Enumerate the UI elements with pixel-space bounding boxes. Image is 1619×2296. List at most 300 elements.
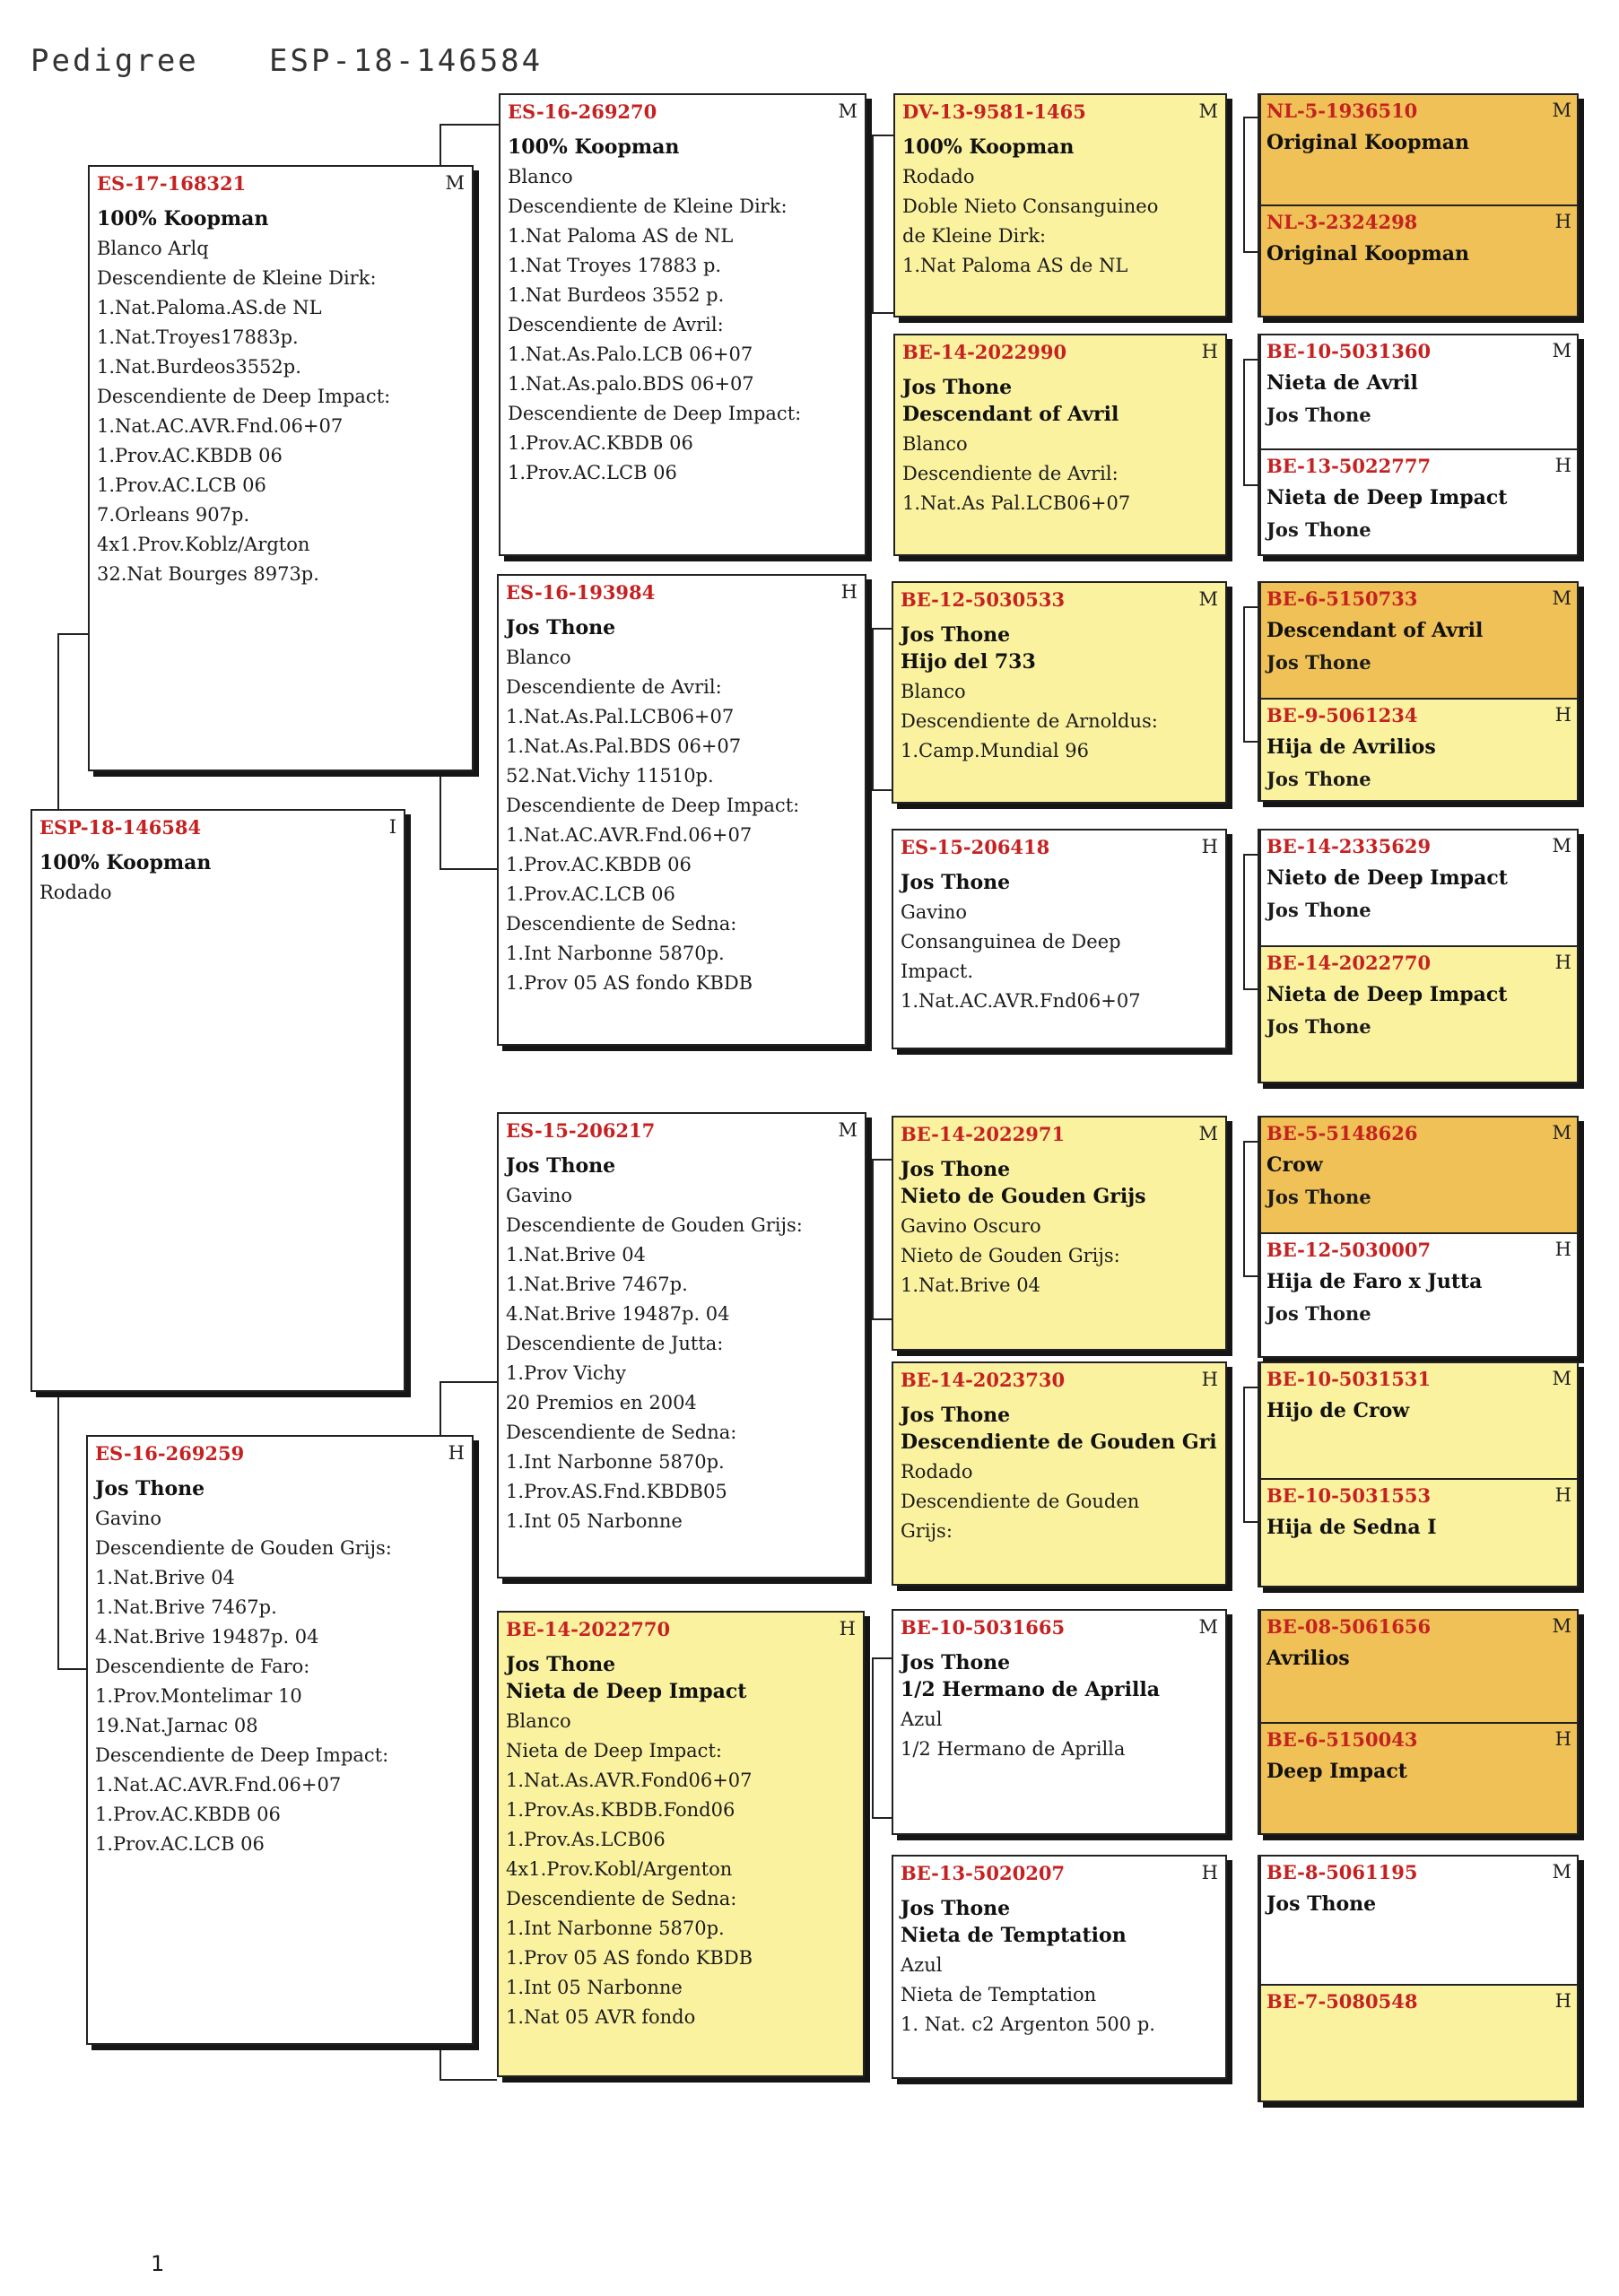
- pedigree-detail-line: Doble Nieto Consanguineo: [902, 196, 1159, 217]
- ring-row: [1266, 340, 1571, 362]
- connector-line: [1243, 359, 1245, 484]
- sire-sire-card[interactable]: [499, 93, 866, 556]
- ring-number: BE-9-5061234: [1266, 704, 1418, 726]
- pedigree-detail-line: 1.Prov 05 AS fondo KBDB: [506, 972, 753, 994]
- connector-line: [440, 1381, 441, 1435]
- great-grandsire-cell[interactable]: [1259, 1611, 1577, 1722]
- ring-number: BE-14-2023730: [901, 1369, 1066, 1391]
- great-granddam-cell[interactable]: [1259, 1984, 1577, 2100]
- ring-row: [508, 100, 857, 123]
- connector-line: [1243, 606, 1258, 608]
- sex-marker: H: [448, 1442, 465, 1464]
- connector-line: [1243, 484, 1258, 486]
- pedigree-detail-line: 19.Nat.Jarnac 08: [95, 1715, 258, 1736]
- pedigree-detail-line: Blanco Arlq: [97, 238, 209, 259]
- ring-number: ES-16-269259: [95, 1442, 245, 1465]
- connector-line: [872, 628, 893, 630]
- connector-line: [57, 633, 59, 813]
- sex-marker: I: [388, 816, 396, 838]
- connector-line: [872, 1817, 893, 1819]
- pigeon-name: Jos Thone: [901, 1651, 1011, 1674]
- gen4-pair-8: [1258, 1855, 1579, 2102]
- connector-line: [440, 1381, 497, 1383]
- subject-card[interactable]: [30, 809, 405, 1392]
- connector-line: [872, 1657, 874, 1819]
- ring-number: BE-08-5061656: [1266, 1615, 1432, 1638]
- pigeon-name: Nieta de Deep Impact: [1266, 983, 1508, 1006]
- ring-number: DV-13-9581-1465: [902, 100, 1086, 123]
- connector-line: [1243, 1387, 1258, 1388]
- connector-line: [1243, 359, 1258, 361]
- connector-line: [440, 2079, 497, 2081]
- pedigree-detail-line: 7.Orleans 907p.: [97, 504, 250, 526]
- pedigree-detail-line: 1.Nat.Burdeos3552p.: [97, 356, 301, 378]
- connector-line: [1243, 1141, 1245, 1275]
- pedigree-detail-line: Gavino: [506, 1185, 573, 1206]
- ring-row: [1266, 952, 1571, 974]
- ring-row: [1266, 1484, 1571, 1507]
- sex-marker: M: [1552, 340, 1571, 361]
- sex-marker: M: [1198, 588, 1218, 610]
- connector-line: [1243, 251, 1258, 253]
- ring-number: ES-16-269270: [508, 100, 657, 123]
- pedigree-detail-line: Gavino Oscuro: [901, 1215, 1041, 1237]
- great-grandsire-cell[interactable]: [1259, 95, 1577, 204]
- sex-marker: M: [1552, 1368, 1571, 1389]
- breeder-name: Jos Thone: [1266, 518, 1371, 541]
- sex-marker: M: [1552, 1122, 1571, 1144]
- pedigree-detail-line: Rodado: [39, 882, 112, 903]
- pedigree-detail-line: 1.Int 05 Narbonne: [506, 1977, 683, 1998]
- ring-row: [901, 1862, 1218, 1884]
- pigeon-name: Jos Thone: [506, 1653, 616, 1676]
- ring-row: [1266, 704, 1571, 726]
- ggp-1-card[interactable]: [893, 93, 1227, 317]
- pigeon-name: 100% Koopman: [39, 851, 212, 874]
- pedigree-detail-line: Descendiente de Jutta:: [506, 1333, 724, 1354]
- pedigree-detail-line: 1.Nat.As.Pal.LCB06+07: [506, 706, 735, 727]
- great-granddam-cell[interactable]: [1259, 945, 1577, 1082]
- ring-row: [901, 1616, 1218, 1639]
- ring-number: BE-14-2022770: [506, 1618, 671, 1640]
- sex-marker: M: [1552, 835, 1571, 857]
- great-grandsire-cell[interactable]: [1259, 831, 1577, 945]
- pedigree-detail-line: Blanco: [508, 166, 573, 187]
- ring-number: BE-14-2022971: [901, 1123, 1066, 1145]
- sex-marker: M: [1552, 100, 1571, 121]
- ring-number: BE-12-5030007: [1266, 1239, 1432, 1261]
- great-grandsire-cell[interactable]: [1259, 1118, 1577, 1232]
- pigeon-name: Original Koopman: [1266, 131, 1470, 154]
- ring-number: BE-5-5148626: [1266, 1122, 1418, 1144]
- pigeon-name: Descendant of Avril: [902, 403, 1119, 426]
- pigeon-name: Jos Thone: [902, 376, 1013, 399]
- ring-row: [1266, 1239, 1571, 1261]
- pedigree-detail-line: Descendiente de Arnoldus:: [901, 710, 1158, 732]
- pedigree-detail-line: Descendiente de Kleine Dirk:: [97, 267, 377, 289]
- ggp-2-card[interactable]: [893, 334, 1227, 556]
- breeder-name: Jos Thone: [1266, 1186, 1371, 1208]
- gen4-pair-5: [1258, 1116, 1579, 1358]
- pigeon-name: Jos Thone: [901, 623, 1011, 647]
- breeder-name: Jos Thone: [1266, 404, 1371, 426]
- pedigree-detail-line: 1.Nat Paloma AS de NL: [902, 255, 1128, 276]
- pedigree-detail-line: Descendiente de Sedna:: [506, 1888, 737, 1909]
- breeder-name: Jos Thone: [1266, 651, 1371, 674]
- pedigree-detail-line: Grijs:: [901, 1520, 953, 1542]
- pedigree-detail-line: 32.Nat Bourges 8973p.: [97, 563, 319, 585]
- pigeon-name: Descendant of Avril: [1266, 619, 1484, 642]
- sex-marker: H: [1554, 1239, 1571, 1260]
- breeder-name: Jos Thone: [1266, 1015, 1371, 1038]
- great-granddam-cell[interactable]: [1259, 1722, 1577, 1833]
- gen4-pair-6: [1258, 1361, 1579, 1587]
- pigeon-name: Nieto de Gouden Grijs: [901, 1185, 1146, 1208]
- connector-line: [440, 124, 499, 126]
- pedigree-detail-line: 1.Nat Paloma AS de NL: [508, 225, 734, 247]
- connector-line: [1243, 988, 1258, 990]
- connector-line: [1243, 117, 1258, 118]
- ring-number: BE-10-5031665: [901, 1616, 1066, 1639]
- pedigree-detail-line: Descendiente de Avril:: [902, 463, 1119, 484]
- great-granddam-cell[interactable]: [1259, 698, 1577, 800]
- pedigree-detail-line: Azul: [901, 1709, 943, 1730]
- pedigree-detail-line: 1.Prov.AC.KBDB 06: [506, 854, 692, 875]
- pigeon-name: Jos Thone: [95, 1477, 205, 1500]
- pigeon-name: Jos Thone: [901, 871, 1011, 894]
- pedigree-detail-line: 1.Prov.As.LCB06: [506, 1829, 666, 1850]
- sex-marker: H: [1554, 1484, 1571, 1506]
- connector-line: [872, 135, 874, 314]
- ring-number: BE-8-5061195: [1266, 1861, 1418, 1883]
- breeder-name: Jos Thone: [1266, 899, 1371, 921]
- pedigree-detail-line: Descendiente de Deep Impact:: [506, 795, 800, 816]
- pedigree-detail-line: Azul: [901, 1954, 943, 1976]
- ring-number: BE-10-5031360: [1266, 340, 1432, 362]
- sex-marker: H: [1554, 1728, 1571, 1750]
- pedigree-detail-line: 1.Prov 05 AS fondo KBDB: [506, 1947, 753, 1969]
- ring-row: [506, 581, 857, 604]
- pedigree-detail-line: Rodado: [902, 166, 975, 187]
- pedigree-detail-line: 1.Nat.As.AVR.Fond06+07: [506, 1770, 753, 1791]
- ring-row: [1266, 835, 1571, 857]
- gen4-pair-4: [1258, 829, 1579, 1083]
- sex-marker: M: [1552, 1861, 1571, 1883]
- pedigree-detail-line: Descendiente de Avril:: [506, 676, 722, 698]
- pigeon-name: 100% Koopman: [508, 135, 680, 159]
- sex-marker: H: [840, 581, 857, 603]
- pigeon-name: Jos Thone: [901, 1404, 1011, 1427]
- ring-row: [95, 1442, 465, 1465]
- pedigree-detail-line: 1.Prov.AC.KBDB 06: [97, 445, 283, 466]
- sex-marker: M: [1552, 587, 1571, 609]
- pedigree-detail-line: 1.Nat 05 AVR fondo: [506, 2006, 696, 2028]
- pedigree-detail-line: Descendiente de Deep Impact:: [508, 403, 802, 424]
- pigeon-name: Jos Thone: [901, 1158, 1011, 1181]
- pedigree-detail-line: Descendiente de Gouden Grijs:: [95, 1537, 392, 1559]
- page-title: Pedigree: [30, 43, 199, 79]
- pigeon-name: Nieta de Deep Impact: [506, 1680, 747, 1703]
- pedigree-detail-line: 4.Nat.Brive 19487p. 04: [95, 1626, 319, 1648]
- pedigree-detail-line: 1.Int Narbonne 5870p.: [506, 1918, 725, 1939]
- connector-line: [57, 633, 88, 635]
- sex-marker: M: [1198, 1123, 1218, 1144]
- connector-line: [1243, 741, 1258, 743]
- ring-row: [901, 1123, 1218, 1145]
- ring-number: BE-14-2335629: [1266, 835, 1432, 857]
- pedigree-detail-line: 1.Nat.AC.AVR.Fnd.06+07: [97, 415, 344, 437]
- pigeon-name: Jos Thone: [901, 1897, 1011, 1920]
- gen4-pair-1: [1258, 93, 1579, 317]
- sex-marker: M: [445, 172, 465, 194]
- pedigree-detail-line: Rodado: [901, 1461, 973, 1483]
- pedigree-detail-line: 1.Nat.As Pal.LCB06+07: [902, 492, 1131, 514]
- ring-number: ES-15-206217: [506, 1119, 656, 1142]
- pedigree-detail-line: 1.Nat.Brive 04: [506, 1244, 646, 1265]
- pedigree-detail-line: 4x1.Prov.Kobl/Argenton: [506, 1858, 733, 1880]
- pigeon-name: 100% Koopman: [902, 135, 1075, 159]
- pedigree-detail-line: 1.Nat.AC.AVR.Fnd.06+07: [95, 1774, 342, 1796]
- pedigree-detail-line: 1.Nat.Brive 04: [95, 1567, 235, 1588]
- ggp-8-card[interactable]: [892, 1855, 1227, 2079]
- pigeon-name: Nieto de Deep Impact: [1266, 866, 1508, 890]
- dam-card[interactable]: [86, 1435, 474, 2045]
- ring-number: BE-6-5150043: [1266, 1728, 1418, 1751]
- ring-number: ES-17-168321: [97, 172, 247, 195]
- great-granddam-cell[interactable]: [1259, 1232, 1577, 1356]
- pigeon-name: Hija de Faro x Jutta: [1266, 1270, 1483, 1293]
- pedigree-detail-line: 1. Nat. c2 Argenton 500 p.: [901, 2013, 1155, 2035]
- pigeon-name: Nieta de Temptation: [901, 1924, 1127, 1947]
- pedigree-detail-line: 1.Int 05 Narbonne: [506, 1510, 683, 1532]
- sex-marker: H: [1201, 341, 1218, 362]
- ring-row: [1266, 587, 1571, 610]
- sire-card[interactable]: [88, 165, 474, 771]
- ring-row: [1266, 1728, 1571, 1751]
- great-granddam-cell[interactable]: [1259, 204, 1577, 316]
- pedigree-detail-line: Descendiente de Kleine Dirk:: [508, 196, 788, 217]
- pedigree-detail-line: 1.Int Narbonne 5870p.: [506, 943, 725, 964]
- pedigree-detail-line: 1/2 Hermano de Aprilla: [901, 1738, 1126, 1760]
- pedigree-detail-line: 1.Prov.AC.LCB 06: [95, 1833, 265, 1855]
- sex-marker: H: [1201, 836, 1218, 857]
- pedigree-detail-line: Descendiente de Gouden: [901, 1491, 1140, 1512]
- pigeon-name: Original Koopman: [1266, 242, 1470, 265]
- connector-line: [872, 1318, 893, 1320]
- pedigree-detail-line: Descendiente de Faro:: [95, 1656, 310, 1677]
- connector-line: [872, 135, 893, 136]
- connector-line: [440, 771, 441, 870]
- ring-row: [902, 341, 1218, 363]
- pedigree-detail-line: Descendiente de Deep Impact:: [95, 1744, 389, 1766]
- dam-dam-card[interactable]: [497, 1611, 865, 2077]
- pedigree-detail-line: de Kleine Dirk:: [902, 225, 1047, 247]
- page-number: 1: [151, 2251, 165, 2276]
- connector-line: [872, 1657, 893, 1659]
- ring-row: [39, 816, 396, 839]
- sex-marker: M: [838, 1119, 857, 1141]
- connector-line: [440, 124, 441, 165]
- connector-line: [1243, 1387, 1245, 1521]
- ring-row: [902, 100, 1218, 123]
- pedigree-detail-line: Descendiente de Sedna:: [506, 913, 737, 935]
- sex-marker: M: [1552, 1615, 1571, 1637]
- pigeon-name: Crow: [1266, 1153, 1323, 1177]
- pedigree-detail-line: 1.Prov.AS.Fnd.KBDB05: [506, 1481, 727, 1502]
- pedigree-detail-line: 1.Nat.Brive 04: [901, 1274, 1040, 1296]
- pedigree-detail-line: Nieto de Gouden Grijs:: [901, 1245, 1120, 1266]
- pedigree-detail-line: 1.Nat.As.palo.BDS 06+07: [508, 373, 754, 395]
- connector-line: [1243, 1141, 1258, 1143]
- pedigree-detail-line: 1.Prov.AC.KBDB 06: [95, 1804, 281, 1825]
- connector-line: [872, 628, 874, 789]
- pedigree-detail-line: Nieta de Deep Impact:: [506, 1740, 722, 1761]
- sex-marker: H: [1554, 1990, 1571, 2012]
- ring-number: ES-15-206418: [901, 836, 1050, 858]
- ring-number: NL-3-2324298: [1266, 211, 1418, 233]
- connector-line: [1243, 1521, 1258, 1523]
- sex-marker: H: [1201, 1369, 1218, 1390]
- pedigree-detail-line: Blanco: [901, 681, 966, 702]
- pedigree-detail-line: 1.Prov.AC.LCB 06: [508, 462, 677, 483]
- connector-line: [57, 1668, 88, 1670]
- pedigree-detail-line: Blanco: [506, 1710, 571, 1732]
- pedigree-detail-line: Gavino: [901, 901, 968, 923]
- great-granddam-cell[interactable]: [1259, 448, 1577, 554]
- pedigree-detail-line: 52.Nat.Vichy 11510p.: [506, 765, 714, 787]
- ring-number: ES-16-193984: [506, 581, 656, 604]
- pedigree-detail-line: 1.Prov.AC.KBDB 06: [508, 432, 693, 454]
- pigeon-name: Jos Thone: [506, 616, 616, 639]
- pedigree-detail-line: 1.Prov.As.KBDB.Fond06: [506, 1799, 736, 1821]
- sex-marker: M: [838, 100, 857, 122]
- breeder-name: Jos Thone: [1266, 768, 1371, 790]
- pigeon-name: Hijo de Crow: [1266, 1399, 1410, 1422]
- ring-number: BE-6-5150733: [1266, 587, 1418, 610]
- sex-marker: H: [1201, 1862, 1218, 1883]
- ring-row: [901, 1369, 1218, 1391]
- pedigree-detail-line: 1.Camp.Mundial 96: [901, 740, 1089, 761]
- pigeon-name: Hijo del 733: [901, 650, 1036, 674]
- pedigree-detail-line: Descendiente de Deep Impact:: [97, 386, 391, 407]
- pigeon-name: Jos Thone: [1266, 1892, 1377, 1916]
- pigeon-name: Hija de Avrilios: [1266, 735, 1436, 759]
- pedigree-detail-line: 1.Nat.AC.AVR.Fnd.06+07: [506, 824, 753, 846]
- great-grandsire-cell[interactable]: [1259, 1363, 1577, 1478]
- ring-number: BE-7-5080548: [1266, 1990, 1418, 2013]
- pedigree-detail-line: Nieta de Temptation: [901, 1984, 1097, 2005]
- ring-number: BE-14-2022990: [902, 341, 1067, 363]
- ring-row: [1266, 1122, 1571, 1144]
- great-grandsire-cell[interactable]: [1259, 1857, 1577, 1984]
- pedigree-detail-line: 20 Premios en 2004: [506, 1392, 697, 1413]
- ring-number: BE-12-5030533: [901, 588, 1066, 611]
- sex-marker: H: [1554, 952, 1571, 973]
- ggp-6-card[interactable]: [892, 1361, 1227, 1586]
- great-grandsire-cell[interactable]: [1259, 583, 1577, 698]
- pedigree-detail-line: 4x1.Prov.Koblz/Argton: [97, 534, 310, 555]
- pedigree-detail-line: Descendiente de Gouden Grijs:: [506, 1214, 803, 1236]
- pigeon-name: Jos Thone: [506, 1154, 616, 1178]
- sex-marker: H: [1554, 704, 1571, 726]
- ggp-5-card[interactable]: [892, 1116, 1227, 1351]
- pedigree-detail-line: 1.Nat.As.Pal.BDS 06+07: [506, 735, 742, 757]
- pedigree-detail-line: 1.Nat Burdeos 3552 p.: [508, 284, 725, 306]
- ring-row: [901, 588, 1218, 611]
- connector-line: [1243, 854, 1245, 988]
- pigeon-name: Nieta de Avril: [1266, 371, 1418, 395]
- ring-row: [1266, 211, 1571, 233]
- pigeon-name: 1/2 Hermano de Aprilla: [901, 1678, 1160, 1701]
- dam-sire-card[interactable]: [497, 1112, 866, 1578]
- ring-row: [1266, 1368, 1571, 1390]
- ggp-7-card[interactable]: [892, 1609, 1227, 1835]
- connector-line: [57, 1392, 59, 1670]
- connector-line: [1243, 606, 1245, 741]
- great-granddam-cell[interactable]: [1259, 1478, 1577, 1586]
- pedigree-detail-line: 1.Nat.Paloma.AS.de NL: [97, 297, 322, 318]
- ring-row: [1266, 1990, 1571, 2013]
- pedigree-detail-line: Impact.: [901, 961, 974, 982]
- sex-marker: M: [1198, 1616, 1218, 1638]
- sex-marker: H: [839, 1618, 856, 1639]
- pedigree-detail-line: 1.Prov Vichy: [506, 1362, 627, 1384]
- pedigree-detail-line: 1.Nat.Brive 7467p.: [95, 1596, 277, 1618]
- connector-line: [440, 2045, 441, 2079]
- sex-marker: M: [1198, 100, 1218, 122]
- connector-line: [872, 1159, 893, 1161]
- ring-row: [97, 172, 465, 195]
- ring-row: [1266, 455, 1571, 477]
- ring-number: BE-13-5020207: [901, 1862, 1066, 1884]
- great-grandsire-cell[interactable]: [1259, 335, 1577, 448]
- ring-number: NL-5-1936510: [1266, 100, 1418, 122]
- connector-line: [872, 1159, 874, 1320]
- pedigree-detail-line: 1.Nat Troyes 17883 p.: [508, 255, 722, 276]
- connector-line: [872, 789, 893, 791]
- sire-dam-card[interactable]: [497, 574, 866, 1046]
- ring-row: [506, 1618, 856, 1640]
- connector-line: [1243, 117, 1245, 251]
- pedigree-detail-line: Descendiente de Sedna:: [506, 1422, 737, 1443]
- pedigree-detail-line: Blanco: [902, 433, 968, 455]
- ring-row: [1266, 1615, 1571, 1638]
- sex-marker: H: [1554, 211, 1571, 232]
- ring-row: [901, 836, 1218, 858]
- gen4-pair-3: [1258, 581, 1579, 802]
- ring-number: BE-10-5031553: [1266, 1484, 1432, 1507]
- pedigree-detail-line: 4.Nat.Brive 19487p. 04: [506, 1303, 730, 1325]
- connector-line: [1243, 854, 1258, 856]
- pedigree-detail-line: Consanguinea de Deep: [901, 931, 1121, 952]
- ggp-4-card[interactable]: [892, 829, 1227, 1049]
- gen4-pair-7: [1258, 1609, 1579, 1835]
- ggp-3-card[interactable]: [892, 581, 1227, 804]
- pedigree-detail-line: 1.Prov.AC.LCB 06: [97, 474, 266, 496]
- pedigree-detail-line: Gavino: [95, 1508, 162, 1529]
- connector-line: [1243, 1275, 1258, 1277]
- pedigree-detail-line: Blanco: [506, 647, 571, 668]
- pigeon-name: Hija de Sedna I: [1266, 1516, 1437, 1539]
- ring-number: BE-13-5022777: [1266, 455, 1432, 477]
- connector-line: [872, 312, 893, 314]
- pigeon-name: Avrilios: [1266, 1647, 1350, 1670]
- breeder-name: Jos Thone: [1266, 1302, 1371, 1325]
- pigeon-name: Nieta de Deep Impact: [1266, 486, 1508, 509]
- pedigree-detail-line: 1.Nat.Troyes17883p.: [97, 326, 299, 348]
- pedigree-detail-line: Descendiente de Avril:: [508, 314, 724, 335]
- ring-row: [1266, 100, 1571, 122]
